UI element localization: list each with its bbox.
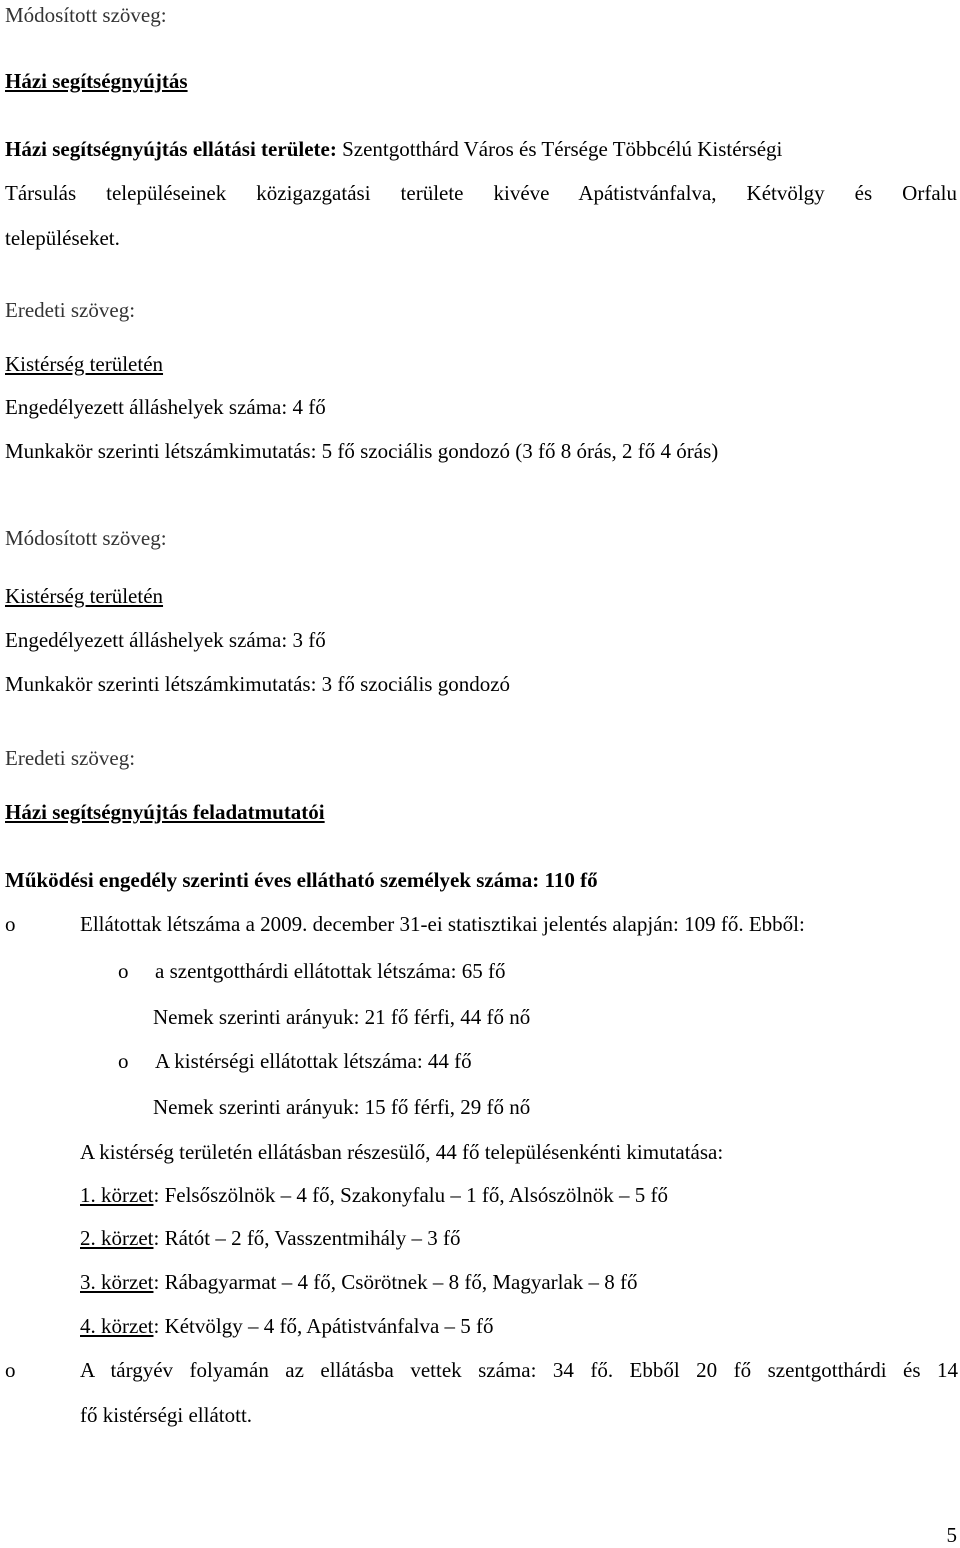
sub-list-item: A kistérségi ellátottak létszáma: 44 fő [155, 1049, 472, 1073]
district-text: : Kétvölgy – 4 fő, Apátistvánfalva – 5 fő [153, 1314, 494, 1338]
area-label: Házi segítségnyújtás ellátási területe: [5, 137, 337, 161]
section-heading: Kistérség területén [5, 584, 164, 608]
district-name: 3. körzet [80, 1270, 154, 1294]
paragraph-line: Társulás településeinek közigazgatási területe kivéve Apátistvánfalva, Kétvölgy és Orfalu [5, 181, 957, 205]
sub-list-item: a szentgotthárdi ellátottak létszáma: 65 fő [155, 959, 506, 983]
bold-statement: Működési engedély szerinti éves ellátható személyek száma: 110 fő [5, 868, 598, 892]
district-name: 2. körzet [80, 1226, 154, 1250]
breakdown-title: A kistérség területén ellátásban részesülő, 44 fő településenkénti kimutatása: [80, 1140, 724, 1164]
paragraph-line [5, 136, 957, 162]
section-label: Módosított szöveg: [5, 3, 167, 27]
paragraph-line: Engedélyezett álláshelyek száma: 3 fő [5, 628, 326, 652]
district-line [80, 1269, 638, 1295]
district-text: : Felsőszölnök – 4 fő, Szakonyfalu – 1 fő, Alsószölnök – 5 fő [153, 1183, 668, 1207]
district-name: 4. körzet [80, 1314, 154, 1338]
sub-list-note: Nemek szerinti arányuk: 21 fő férfi, 44 fő nő [153, 1005, 531, 1029]
list-item-continuation: fő kistérségi ellátott. [80, 1403, 253, 1427]
bullet-marker: o [5, 1358, 16, 1382]
paragraph-line: településeket. [5, 226, 120, 250]
section-heading: Házi segítségnyújtás [5, 69, 188, 93]
sub-list-note: Nemek szerinti arányuk: 15 fő férfi, 29 fő nő [153, 1095, 531, 1119]
sub-bullet-marker: o [118, 1049, 129, 1073]
section-label: Módosított szöveg: [5, 526, 167, 550]
section-label: Eredeti szöveg: [5, 298, 136, 322]
section-heading: Házi segítségnyújtás feladatmutatói [5, 800, 325, 824]
page-number: 5 [946, 1523, 957, 1547]
district-line [80, 1313, 494, 1339]
paragraph-line: Munkakör szerinti létszámkimutatás: 5 fő szociális gondozó (3 fő 8 órás, 2 fő 4 órás) [5, 439, 719, 463]
area-text: Szentgotthárd Város és Térsége Többcélú Kistérségi [336, 137, 783, 161]
district-text: : Rátót – 2 fő, Vasszentmihály – 3 fő [153, 1226, 461, 1250]
district-text: : Rábagyarmat – 4 fő, Csörötnek – 8 fő, Magyarlak – 8 fő [153, 1270, 638, 1294]
section-label: Eredeti szöveg: [5, 746, 136, 770]
section-heading: Kistérség területén [5, 352, 164, 376]
district-line [80, 1225, 460, 1251]
district-line [80, 1182, 668, 1208]
bullet-marker: o [5, 912, 16, 936]
paragraph-line: Engedélyezett álláshelyek száma: 4 fő [5, 395, 326, 419]
paragraph-line: Munkakör szerinti létszámkimutatás: 3 fő szociális gondozó [5, 672, 511, 696]
list-item: A tárgyév folyamán az ellátásba vettek száma: 34 fő. Ebből 20 fő szentgotthárdi és 14 [80, 1358, 958, 1382]
list-item: Ellátottak létszáma a 2009. december 31-ei statisztikai jelentés alapján: 109 fő. Ebből: [80, 912, 805, 936]
district-name: 1. körzet [80, 1183, 154, 1207]
sub-bullet-marker: o [118, 959, 129, 983]
